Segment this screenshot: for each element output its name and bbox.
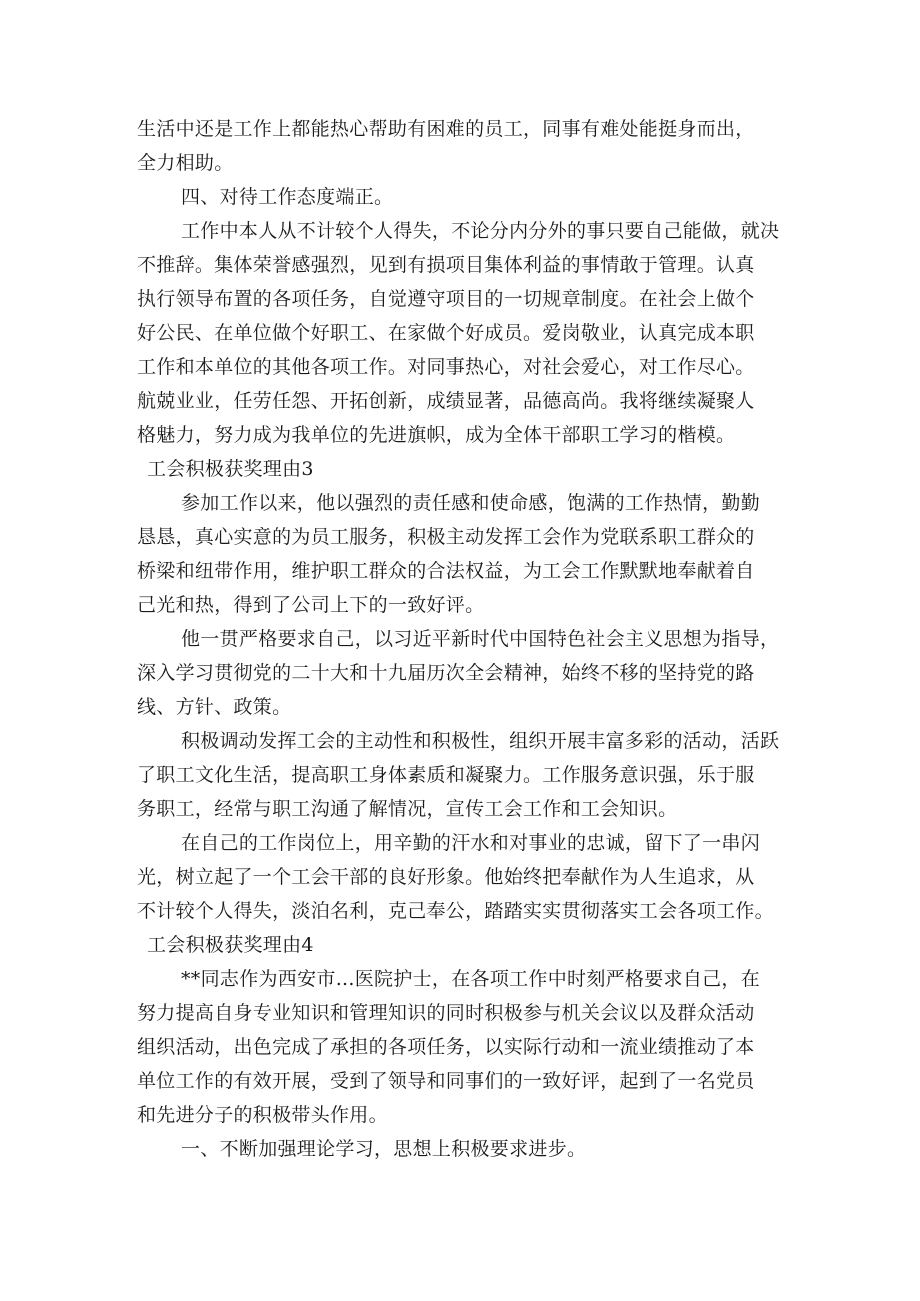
paragraph-line: 航兢业业，任劳任怨、开拓创新，成绩显著，品德高尚。我将继续凝聚人 <box>137 390 755 412</box>
paragraph-line: 他一贯严格要求自己，以习近平新时代中国特色社会主义思想为指导， <box>181 628 780 650</box>
paragraph-line: 参加工作以来，他以强烈的责任感和使命感，饱满的工作热情，勤勤 <box>181 492 761 514</box>
section-title: 工会积极获奖理由3 <box>147 458 314 480</box>
paragraph-line: 执行领导布置的各项任务，自觉遵守项目的一切规章制度。在社会上做个 <box>137 288 755 310</box>
paragraph-line: 桥梁和纽带作用，维护职工群众的合法权益，为工会工作默默地奉献着自 <box>137 560 755 582</box>
paragraph-line: 全力相助。 <box>137 152 234 174</box>
paragraph-line: 务职工，经常与职工沟通了解情况，宣传工会工作和工会知识。 <box>137 798 678 820</box>
paragraph-line: **同志作为西安市...医院护士，在各项工作中时刻严格要求自己，在 <box>181 968 761 990</box>
paragraph-line: 好公民、在单位做个好职工、在家做个好成员。爱岗敬业，认真完成本职 <box>137 322 755 344</box>
paragraph-line: 不计较个人得失，淡泊名利，克己奉公，踏踏实实贯彻落实工会各项工作。 <box>137 900 774 922</box>
paragraph-line: 不推辞。集体荣誉感强烈，见到有损项目集体利益的事情敢于管理。认真 <box>137 254 755 276</box>
paragraph-line: 工作和本单位的其他各项工作。对同事热心，对社会爱心，对工作尽心。 <box>137 356 755 378</box>
paragraph-line: 工作中本人从不计较个人得失，不论分内分外的事只要自己能做，就决 <box>181 220 780 242</box>
section-heading: 四、对待工作态度端正。 <box>181 186 394 208</box>
paragraph-line: 生活中还是工作上都能热心帮助有困难的员工，同事有难处能挺身而出， <box>137 118 755 140</box>
paragraph-line: 在自己的工作岗位上，用辛勤的汗水和对事业的忠诚，留下了一串闪 <box>181 832 761 854</box>
paragraph-line: 格魅力，努力成为我单位的先进旗帜，成为全体干部职工学习的楷模。 <box>137 424 736 446</box>
section-heading: 一、不断加强理论学习，思想上积极要求进步。 <box>181 1138 587 1160</box>
paragraph-line: 积极调动发挥工会的主动性和积极性，组织开展丰富多彩的活动，活跃 <box>181 730 780 752</box>
section-title: 工会积极获奖理由4 <box>147 934 314 956</box>
paragraph-line: 己光和热，得到了公司上下的一致好评。 <box>137 594 485 616</box>
paragraph-line: 单位工作的有效开展，受到了领导和同事们的一致好评，起到了一名党员 <box>137 1070 755 1092</box>
paragraph-line: 光，树立起了一个工会干部的良好形象。他始终把奉献作为人生追求，从 <box>137 866 755 888</box>
paragraph-line: 了职工文化生活，提高职工身体素质和凝聚力。工作服务意识强，乐于服 <box>137 764 755 786</box>
paragraph-line: 线、方针、政策。 <box>137 696 292 718</box>
paragraph-line: 和先进分子的积极带头作用。 <box>137 1104 388 1126</box>
paragraph-line: 恳恳，真心实意的为员工服务，积极主动发挥工会作为党联系职工群众的 <box>137 526 755 548</box>
paragraph-line: 组织活动，出色完成了承担的各项任务，以实际行动和一流业绩推动了本 <box>137 1036 755 1058</box>
paragraph-line: 努力提高自身专业知识和管理知识的同时积极参与机关会议以及群众活动 <box>137 1002 755 1024</box>
paragraph-line: 深入学习贯彻党的二十大和十九届历次全会精神，始终不移的坚持党的路 <box>137 662 755 684</box>
